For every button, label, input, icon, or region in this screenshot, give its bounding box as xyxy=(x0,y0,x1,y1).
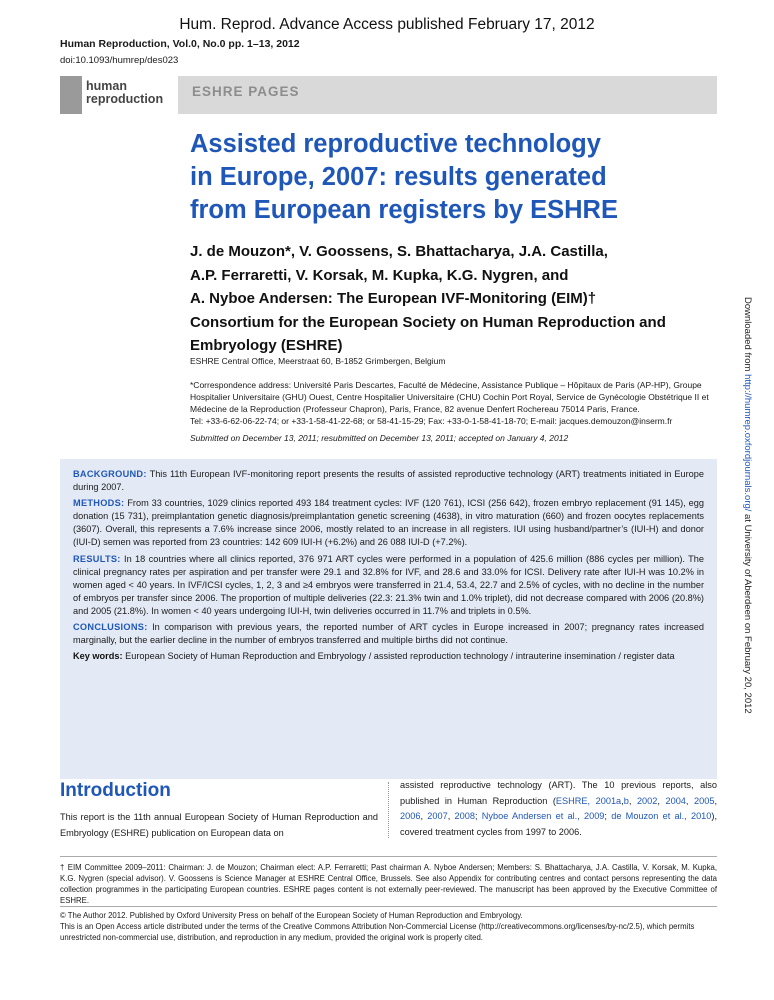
download-suffix: at University of Aberdeen on February 20, 2012 xyxy=(742,511,753,714)
title-line-2: in Europe, 2007: results generated xyxy=(190,163,607,191)
results-label: RESULTS: xyxy=(73,553,121,564)
article-title xyxy=(190,128,730,227)
copyright-divider xyxy=(60,906,717,907)
intro-right-column xyxy=(400,778,717,840)
background-label: BACKGROUND: xyxy=(73,469,147,479)
ref-2006[interactable]: 2006 xyxy=(400,811,421,821)
download-prefix: Downloaded from xyxy=(742,297,753,375)
results-text: In 18 countries where all clinics reported, 376 971 ART cycles were performed in a population of 425.6 million (886 cycles per million). The clinical pregnancy rates per aspiration and per transfer were 29.1 and 32.8% for IVF, and 28.6 and 33.0% for ICSI. Delivery rate after IUI-H was 10.2% in women aged < 40 years. In IVF/ICSI cycles, 1, 2, 3 and ≥4 embryos were transferred in 21.4, 53.4, 22.7 and 2.5% of cycles, with no decline in the number of embryos per transfer since 2006. The proportion of multiple deliveries (22.3: 21.3% twin and 1.0% triplet), did not decrease compared with 2006 (20.8%) and 2005 (21.8%). In women < 40 years undergoing IUI-H, twin deliveries occurred in 11.7% and triplets in 0.5%. xyxy=(73,553,704,616)
column-separator xyxy=(388,782,389,838)
journal-site-link[interactable]: http://humrep.oxfordjournals.org/ xyxy=(742,374,753,512)
title-line-1: Assisted reproductive technology xyxy=(190,130,601,158)
ref-2002[interactable]: 2002 xyxy=(636,795,658,806)
logo-bar xyxy=(60,76,82,114)
intro-right-post: ), covered treatment cycles from 1997 to 2006. xyxy=(400,811,718,837)
correspondence-block xyxy=(190,379,712,427)
author-list xyxy=(190,240,720,358)
intro-left-column: This report is the 11th annual European Society of Human Reproduction and Embryology (ESHRE) publication on European data on xyxy=(60,812,378,838)
background-text: This 11th European IVF-monitoring report presents the results of assisted reproductive technology (ART) treatments initiated in Europe during 2007. xyxy=(73,469,704,493)
conclusions-text: In comparison with previous years, the reported number of ART cycles in Europe increased in 2007; pregnancy rates increased marginally, but the earlier decline in the number of embryos transferred and multiple births did not continue. xyxy=(73,622,704,646)
copyright-notice xyxy=(60,910,717,943)
footnote-divider xyxy=(60,856,717,857)
ref-2004[interactable]: 2004 xyxy=(665,795,686,806)
ref-separator: , xyxy=(447,811,455,821)
logo-line-2: reproduction xyxy=(86,92,164,106)
ref-de-mouzon-2010[interactable]: de Mouzon et al., 2010 xyxy=(611,811,712,821)
conclusions-label: CONCLUSIONS: xyxy=(73,622,148,633)
ref-nyboe-andersen-2009[interactable]: Nyboe Andersen et al., 2009 xyxy=(481,811,605,821)
authors-line-1: J. de Mouzon*, V. Goossens, S. Bhattacharya, J.A. Castilla, xyxy=(190,243,608,260)
ref-separator: , xyxy=(685,795,694,806)
submission-dates: Submitted on December 13, 2011; resubmitted on December 13, 2011; accepted on January 4, 2012 xyxy=(190,433,569,443)
keywords-text: European Society of Human Reproduction and Embryology / assisted reproduction technology / intrauterine insemination / register data xyxy=(122,651,675,662)
methods-label: METHODS: xyxy=(73,498,125,509)
ref-separator: , xyxy=(657,795,666,806)
affiliation: ESHRE Central Office, Meerstraat 60, B-1852 Grimbergen, Belgium xyxy=(190,356,446,366)
logo-text xyxy=(86,80,163,106)
ref-2007[interactable]: 2007 xyxy=(427,811,448,821)
committee-footnote: † EIM Committee 2009–2011: Chairman: J. de Mouzon; Chairman elect: A.P. Ferraretti; Past chairman A. Nyboe Andersen; Members: S. Bhattacharya, J.A. Castilla, V. Korsak, M. Kupka, K.G. Nygren (special advisor). V. Goossens is Science Manager at ESHRE Central Office, Brussels. See also Appendix for contributing centres and contact persons representing the data collection programmes in the participating European countries. ESHRE pages content is not externally peer-reviewed. The manuscript has been approved by the Executive Committee of ESHRE. xyxy=(60,863,717,905)
ref-separator: , xyxy=(714,795,718,806)
authors-line-3: A. Nyboe Andersen: The European IVF-Monitoring (EIM)† xyxy=(190,290,597,307)
title-line-3: from European registers by ESHRE xyxy=(190,196,618,224)
correspondence-address: *Correspondence address: Université Paris Descartes, Faculté de Médecine, Assistance Publique – Hôpitaux de Paris (AP-HP), Groupe Hospitalier Universitaire (GHU) Ouest, Centre Hospitalier Universitaire (CHU) Cochin Port Royal, Service de Gynécologie Obstétrique II et Médecine de la Reproduction (Professeur Chapron), Paris, France, 82 avenue Denfert Rochereau 75014 Paris, France. xyxy=(190,380,709,414)
authors-line-2: A.P. Ferraretti, V. Korsak, M. Kupka, K.G. Nygren, and xyxy=(190,266,569,284)
abstract-results xyxy=(73,553,704,618)
ref-separator: ; xyxy=(604,811,612,821)
ref-2008[interactable]: 2008 xyxy=(454,811,475,821)
intro-right-pre: assisted reproductive technology (ART). The 10 previous reports, also published in Human Reproduction ( xyxy=(400,780,717,806)
logo-line-1: human xyxy=(86,79,127,93)
copyright-line-2: This is an Open Access article distributed under the terms of the Creative Commons Attribution Non-Commercial License (http://creativecommons.org/licenses/by-nc/2.5), which permits unrestricted non-commercial use, distribution, and reproduction in any medium, provided the original work is properly cited. xyxy=(60,922,695,942)
download-watermark xyxy=(742,297,753,714)
abstract-methods xyxy=(73,497,704,549)
journal-citation: Human Reproduction, Vol.0, No.0 pp. 1–13, 2012 xyxy=(60,38,300,50)
authors-line-5: Embryology (ESHRE) xyxy=(190,337,343,354)
ref-2001b[interactable]: b xyxy=(623,795,629,806)
ref-separator: ; xyxy=(474,811,482,821)
authors-line-4: Consortium for the European Society on Human Reproduction and xyxy=(190,313,666,331)
ref-separator: , xyxy=(420,811,428,821)
keywords-label: Key words: xyxy=(73,651,123,662)
abstract-conclusions xyxy=(73,621,704,647)
doi: doi:10.1093/humrep/des023 xyxy=(60,55,179,66)
abstract-box xyxy=(60,459,717,779)
ref-separator: , xyxy=(628,795,637,806)
section-label: ESHRE PAGES xyxy=(192,84,300,99)
advance-access-line: Hum. Reprod. Advance Access published February 17, 2012 xyxy=(179,16,595,33)
ref-2005[interactable]: 2005 xyxy=(694,795,715,806)
abstract-keywords xyxy=(73,650,704,663)
abstract-background xyxy=(73,468,704,494)
copyright-line-1: © The Author 2012. Published by Oxford University Press on behalf of the European Society of Human Reproduction and Embryology. xyxy=(60,911,523,920)
contact-details: Tel: +33-6-62-06-22-74; or +33-1-58-41-22-68; or 58-41-15-29; Fax: +33-0-1-58-41-18-70; E-mail: jacques.demouzon@inserm.fr xyxy=(190,416,673,426)
ref-eshre-2001a[interactable]: ESHRE, 2001a xyxy=(555,795,622,806)
ref-separator: , xyxy=(621,795,624,806)
methods-text: From 33 countries, 1029 clinics reported 493 184 treatment cycles: IVF (120 761), ICSI (256 642), frozen embryo replacement (91 145), egg donation (15 731), preimplantation genetic diagnosis/preimplantation genetic screening (4638), in vitro maturation (660) and frozen oocytes replacements (3607). Overall, this represents a 7.6% increase since 2006, mostly related to an increase in all registers. IUI using husband/partner’s (IUI-H) and donor (IUI-D) semen was reported from 23 countries: 142 609 IUI-H (+6.2%) and 26 088 IUI-D (+7.2%). xyxy=(73,498,704,548)
introduction-heading: Introduction xyxy=(60,780,171,801)
